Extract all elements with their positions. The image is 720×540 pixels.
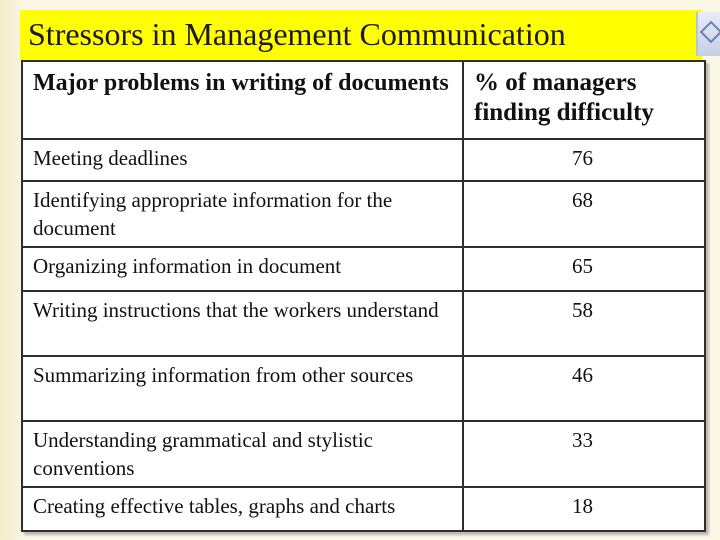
left-decorative-strip — [0, 0, 20, 540]
table-header-row — [22, 61, 705, 139]
table-row — [22, 247, 705, 291]
problem-cell: Writing instructions that the workers understand — [22, 291, 463, 356]
slide-title: Stressors in Management Communication — [28, 16, 566, 52]
problem-cell: Organizing information in document — [22, 247, 463, 291]
header-percent: % of managers finding difficulty — [463, 61, 705, 139]
table-row — [22, 487, 705, 531]
table-row — [22, 356, 705, 421]
percent-cell: 65 — [463, 247, 705, 291]
problem-cell: Creating effective tables, graphs and charts — [22, 487, 463, 531]
percent-cell: 58 — [463, 291, 705, 356]
percent-cell: 33 — [463, 421, 705, 487]
stressors-table — [21, 60, 706, 532]
table-row — [22, 139, 705, 181]
diamond-icon — [700, 21, 720, 44]
problem-cell: Identifying appropriate information for the document — [22, 181, 463, 247]
table-row — [22, 291, 705, 356]
problem-cell: Summarizing information from other sources — [22, 356, 463, 421]
table-row — [22, 181, 705, 247]
percent-cell: 68 — [463, 181, 705, 247]
table-row — [22, 421, 705, 487]
percent-cell: 76 — [463, 139, 705, 181]
corner-logo — [696, 12, 720, 56]
header-problem: Major problems in writing of documents — [22, 61, 463, 139]
problem-cell: Meeting deadlines — [22, 139, 463, 181]
percent-cell: 46 — [463, 356, 705, 421]
problem-cell: Understanding grammatical and stylistic conventions — [22, 421, 463, 487]
percent-cell: 18 — [463, 487, 705, 531]
